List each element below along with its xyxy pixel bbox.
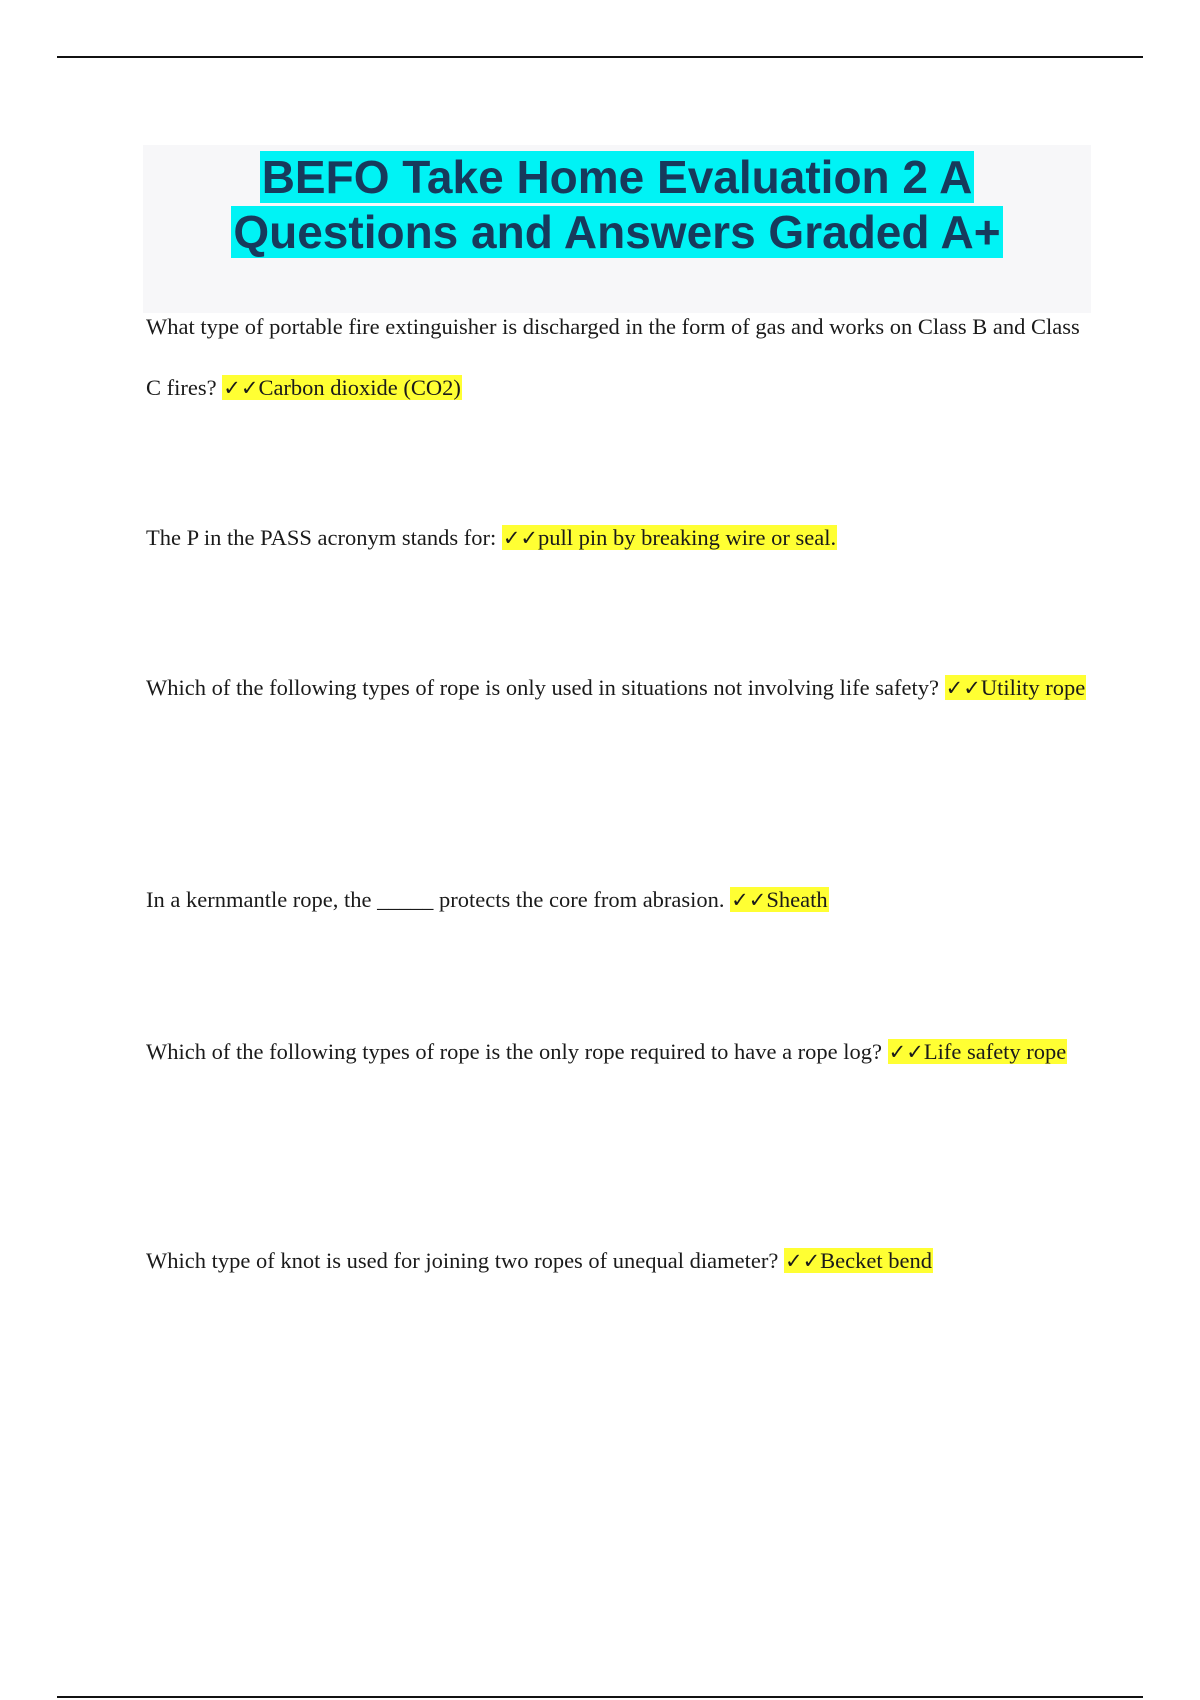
answer-6: [784, 1248, 933, 1273]
qa-item-2: [146, 507, 1096, 569]
answer-2: [502, 525, 837, 550]
question-1: What type of portable fire extinguisher is discharged in the form of gas and works on Class B and Class C fires?: [146, 314, 1080, 400]
bottom-rule: [57, 1696, 1143, 1698]
answer-5-text: Life safety rope: [923, 1039, 1067, 1064]
question-5: Which of the following types of rope is the only rope required to have a rope log?: [146, 1039, 883, 1064]
qa-item-4: [146, 869, 1096, 931]
double-check-icon: ✓✓: [888, 1040, 924, 1064]
double-check-icon: ✓✓: [731, 888, 767, 912]
answer-5: [888, 1039, 1068, 1064]
answer-4: [730, 887, 828, 912]
answer-3-text: Utility rope: [980, 675, 1086, 700]
question-4: In a kernmantle rope, the _____ protects the core from abrasion.: [146, 887, 725, 912]
qa-item-5: [146, 1021, 1096, 1083]
answer-4-text: Sheath: [766, 887, 828, 912]
double-check-icon: ✓✓: [945, 676, 981, 700]
page-title: [143, 145, 1091, 260]
page-title-text: BEFO Take Home Evaluation 2 A Questions and Answers Graded A+: [233, 151, 1001, 258]
answer-1-text: Carbon dioxide (CO2): [258, 375, 461, 400]
double-check-icon: ✓✓: [223, 376, 259, 400]
answer-2-text: pull pin by breaking wire or seal.: [538, 525, 837, 550]
question-3: Which of the following types of rope is only used in situations not involving life safety?: [146, 675, 939, 700]
qa-item-6: [146, 1230, 1096, 1292]
qa-item-1: [146, 296, 1096, 419]
question-6: Which type of knot is used for joining two ropes of unequal diameter?: [146, 1248, 779, 1273]
qa-item-3: [146, 657, 1096, 719]
double-check-icon: ✓✓: [502, 526, 539, 550]
question-2: The P in the PASS acronym stands for:: [146, 525, 497, 550]
title-block: [143, 145, 1091, 313]
answer-1: [222, 375, 462, 400]
answer-3: [945, 675, 1087, 700]
answer-6-text: Becket bend: [820, 1248, 933, 1273]
top-rule: [57, 56, 1143, 58]
double-check-icon: ✓✓: [784, 1249, 821, 1273]
